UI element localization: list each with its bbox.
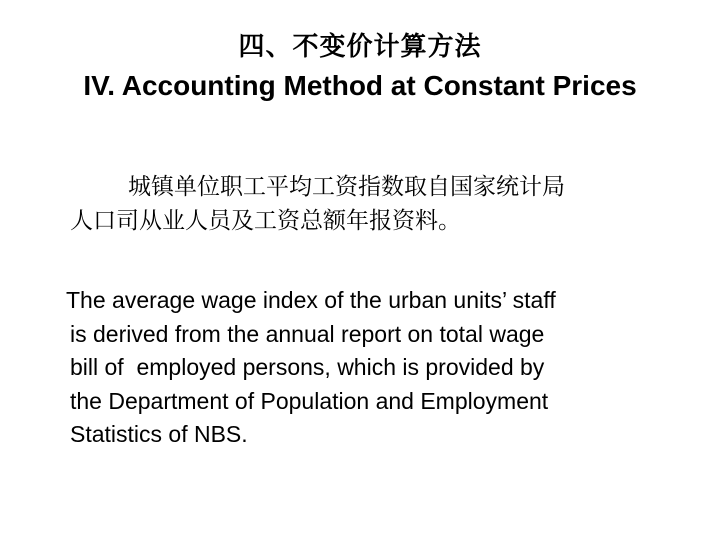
paragraph-english-line: is derived from the annual report on total wage [70,320,545,347]
paragraph-english-line: The average wage index of the urban units’ staff [66,287,556,313]
paragraph-chinese [70,170,670,238]
slide-title-english: IV. Accounting Method at Constant Prices [83,70,637,101]
paragraph-english-line: Statistics of NBS. [70,421,248,447]
paragraph-english-line: bill of employed persons, which is provided by [70,354,545,380]
paragraph-english [66,284,686,452]
slide-title-chinese: 四、不变价计算方法 [238,32,482,62]
paragraph-chinese-line: 城镇单位职工平均工资指数取自国家统计局 [128,174,565,200]
paragraph-english-line: the Department of Population and Employment [70,387,549,414]
paragraph-chinese-line: 人口司从业人员及工资总额年报资料。 [70,208,461,234]
